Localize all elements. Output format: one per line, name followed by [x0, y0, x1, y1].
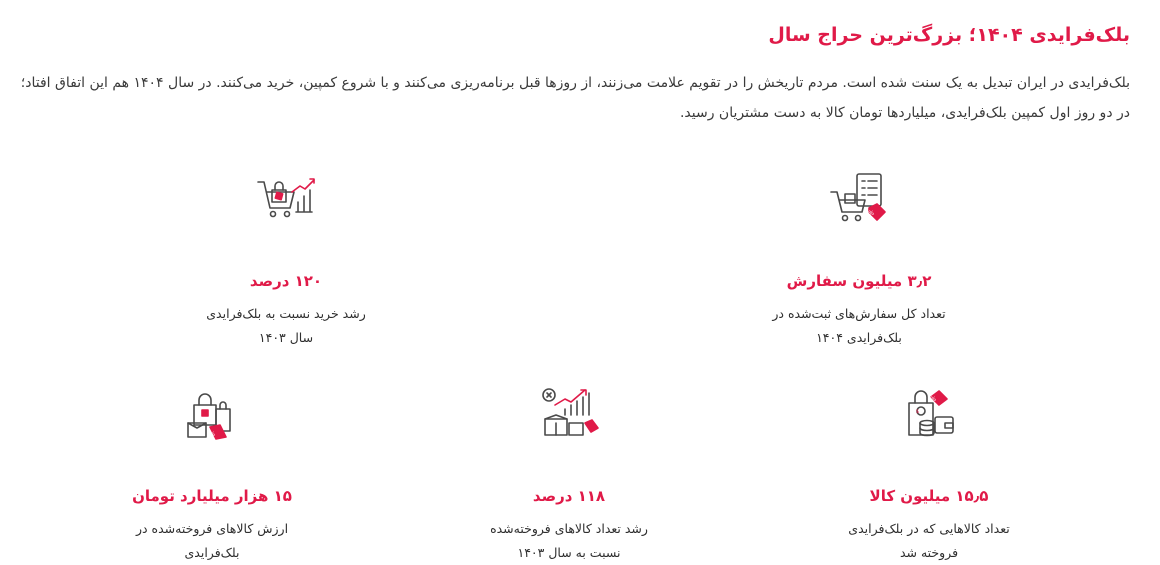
stat-desc-line: رشد تعداد کالاهای فروخته‌شده	[490, 521, 648, 536]
stat-description	[819, 517, 1039, 565]
stat-description	[459, 517, 679, 565]
stat-description	[176, 302, 396, 350]
stat-total-orders	[709, 168, 1009, 350]
stat-sales-value	[62, 383, 362, 565]
stat-items-growth	[419, 383, 719, 565]
bag-coins-wallet-icon	[897, 383, 961, 447]
svg-text:%: %	[930, 396, 936, 403]
stat-desc-line: تعداد کالاهایی که در بلک‌فرایدی	[848, 521, 1010, 536]
svg-text:%: %	[868, 210, 874, 217]
page-title: بلک‌فرایدی ۱۴۰۴؛ بزرگ‌ترین حراج سال	[768, 24, 1130, 46]
stat-items-sold	[779, 383, 1079, 565]
svg-text:%: %	[209, 431, 215, 438]
stat-desc-line: نسبت به سال ۱۴۰۳	[517, 545, 621, 560]
boxes-growth-chart-icon	[537, 383, 601, 447]
stat-description	[749, 302, 969, 350]
stat-desc-line: بلک‌فرایدی ۱۴۰۴	[816, 330, 902, 345]
cart-growth-chart-icon	[254, 168, 318, 232]
svg-text:$: $	[915, 409, 919, 415]
cart-order-checklist-icon	[827, 168, 891, 232]
stat-desc-line: تعداد کل سفارش‌های ثبت‌شده در	[772, 306, 946, 321]
stat-value: ۱۱۸ درصد	[532, 487, 606, 505]
stat-desc-line: ارزش کالاهای فروخته‌شده در	[135, 521, 289, 536]
intro-paragraph: بلک‌فرایدی در ایران تبدیل به یک سنت شده است. مردم تاریخش را در تقویم علامت می‌زنند، از روزها قبل برنامه‌ریزی می‌کنند و با شروع کمپین، خرید می‌کنند. در سال ۱۴۰۴ هم این اتفاق افتاد؛ در دو روز اول کمپین بلک‌فرایدی، میلیاردها تومان کالا به دست مشتریان رسید.	[20, 75, 1130, 121]
stat-value: ۳٫۲ میلیون سفارش	[786, 272, 932, 290]
stat-desc-line: رشد خرید نسبت به بلک‌فرایدی	[206, 306, 366, 321]
stat-value: ۱۲۰ درصد	[249, 272, 323, 290]
shopping-bags-boxes-icon	[180, 383, 244, 447]
stat-value: ۱۵٫۵ میلیون کالا	[869, 487, 989, 505]
stat-desc-line: سال ۱۴۰۳	[258, 330, 314, 345]
stat-desc-line: بلک‌فرایدی	[184, 545, 240, 560]
stat-value: ۱۵ هزار میلیارد تومان	[132, 487, 292, 505]
stat-description	[102, 517, 322, 565]
stat-desc-line: فروخته شد	[899, 545, 959, 560]
stat-purchase-growth	[136, 168, 436, 350]
